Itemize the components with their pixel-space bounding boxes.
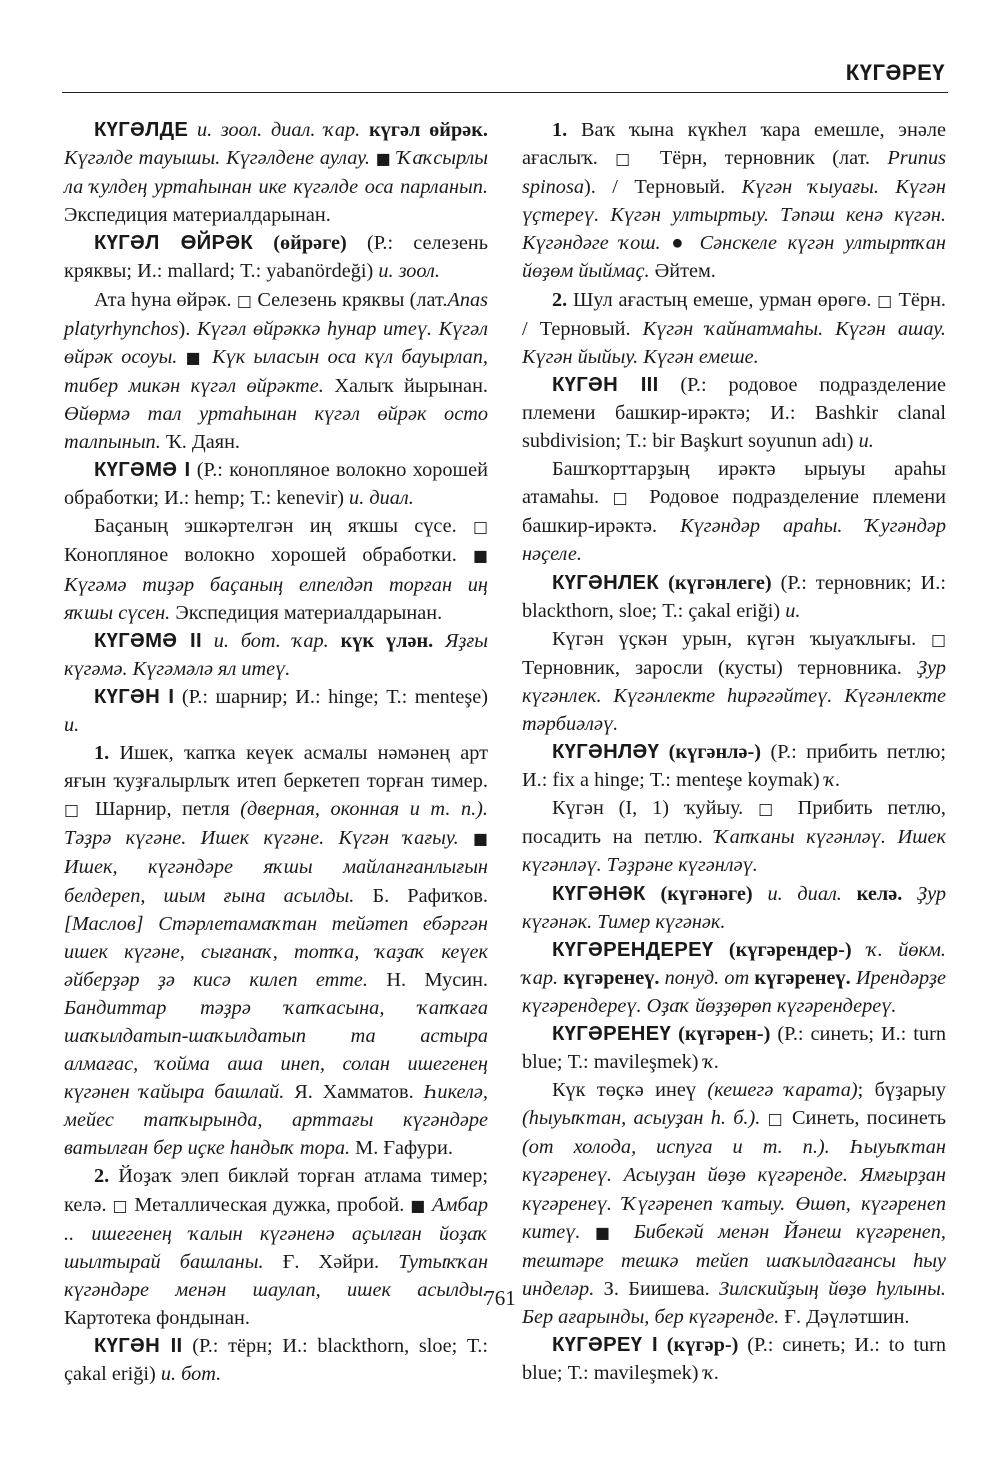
definition: Башҡорттарҙың ирәктә ырыуы араһы атамаһы. — [522, 458, 946, 509]
grammar-label: ҡ. йөкм. ҡар. — [522, 938, 946, 989]
source: Ғ. Хәйри. — [282, 1250, 380, 1273]
white-square-icon: □ — [877, 290, 893, 310]
examples: Ирендәрҙе күгәрендереү. Оҙаҡ йөҙҙөрөп күгәрендереү. — [522, 966, 946, 1017]
form: (өйрәге) — [273, 232, 347, 255]
headword: КҮГӘМӘ I — [94, 459, 191, 482]
white-square-icon: □ — [612, 488, 636, 508]
cross-ref: күгәренеү. — [563, 966, 660, 989]
quote: Күк ыласын оса күл бауырлап, тибер микән күгәл өйрәкте. — [64, 345, 488, 397]
proverb: Сәнскеле күгән ултыртҡан йөҙөм йыймаҫ. — [522, 232, 946, 283]
cross-ref: күк үлән. — [340, 629, 434, 652]
grammar-label: и. зоол. — [378, 260, 440, 283]
quote: Ҡаҡсырлы ла ҡулдең уртаһынан ике күгәлде оса парланып. — [64, 147, 488, 199]
quote: Тутыҡҡан күгәндәре менән шаулап, ишек асылды. — [64, 1250, 489, 1301]
definition: Шул ағастың емеше, урман өрөгө. — [572, 288, 872, 311]
examples: Ҡапҡаны күгәнләү. Ишек күгәнләү. Тәҙрәне күгәнләү. — [522, 826, 946, 877]
grammar-label: ҡ. — [824, 769, 841, 792]
quote: Өйөрмә тал уртаһынан күгәл өйрәк осто талпынып. — [64, 402, 488, 454]
source: М. Ғафури. — [355, 1137, 453, 1160]
quote: Бибекәй менән Йәнеш күгәренеп, тештәре тешкә тейеп шаҡылдағансы һыу инделәр. — [522, 1220, 946, 1300]
definition: Күгән (I, 1) ҡуйыу. — [552, 797, 744, 820]
headword: КҮГӘРЕҮ I — [552, 1334, 658, 1357]
sense-number: 1. — [552, 119, 568, 141]
entry-kugenlek — [522, 569, 946, 625]
translations: (Р.: шарнир; И.: hinge; Т.: menteşe) — [181, 685, 488, 708]
entry-kugelde — [64, 116, 488, 229]
source: Экспедиция материалдарынан. — [175, 601, 443, 624]
source: Халыҡ йырынан. — [334, 374, 488, 397]
white-square-icon: □ — [112, 1195, 129, 1215]
left-column — [64, 116, 488, 1388]
translations: (Р.: терновник; И.: blackthorn, sloe; Т.: çakal eriği) — [522, 571, 947, 622]
filled-square-icon: ■ — [185, 347, 204, 367]
sense — [64, 512, 488, 626]
examples: Ҙур күгәнәк. Тимер күгәнәк. — [522, 882, 946, 933]
grammar-label: и. зоол. диал. ҡар. — [196, 119, 361, 141]
grammar-label: и. — [858, 430, 874, 453]
form: (күгәрен-) — [678, 1023, 771, 1045]
translations: (Р.: синеть; И.: to turn blue; Т.: mavileşmek) — [522, 1334, 947, 1385]
russian-def: Конопляное волокно хорошей обработки. — [64, 544, 457, 567]
examples: Ҙур күгәнлек. Күгәнлекте һирәгәйтеү. Күгәнлекте тәрбиәләү. — [522, 656, 946, 735]
definition: Күк төҫкә инеү — [552, 1079, 696, 1102]
sense — [64, 286, 488, 457]
quote: Амбар .. ишегенең ҡалын күгәненә аҫылған йоҙаҡ шылтырай башланы. — [64, 1193, 488, 1273]
cross-ref: күгәл өйрәк. — [368, 119, 488, 141]
grammar-label: и. — [64, 713, 80, 736]
white-square-icon: □ — [758, 799, 783, 819]
headword: КҮГӘМӘ II — [94, 629, 202, 652]
cross-ref: күгәренеү. — [754, 966, 851, 989]
russian-def: Тёрн, терновник (лат. — [659, 147, 870, 170]
examples: Күгәндәр араһы. Ҡугәндәр нәҫеле. — [522, 515, 946, 566]
bullet-icon: ● — [671, 232, 690, 255]
sense — [522, 455, 946, 568]
russian-def: Селезень кряквы (лат. — [257, 288, 448, 311]
sense-1 — [64, 739, 488, 1162]
sense-number: 2. — [552, 288, 568, 311]
form: (күгәнлеге) — [668, 571, 772, 594]
examples: Һыуыҡтан күгәренеү. Асыуҙан йөҙө күгәренде. Ямғырҙан күгәренеү. Ҡүгәренеп ҡатыу. Өшөп, күгәренеп китеү. — [522, 1136, 946, 1243]
filled-square-icon: ■ — [594, 1222, 620, 1242]
grammar-label: и. диал. — [349, 487, 414, 510]
entry-kugenek — [522, 880, 946, 936]
source: Ҡ. Даян. — [165, 431, 241, 454]
sense — [522, 625, 946, 738]
headword: КҮГӘЛДЕ — [94, 119, 189, 141]
definition: Ваҡ ҡына күкһел ҡара емешле, энәле ағаслыҡ. — [522, 119, 946, 170]
quote: Күгәмә тиҙәр баҫаның елпелдәп торған иң яҡшы сүсен. — [64, 573, 488, 624]
source: Экспедиция материалдарынан. — [64, 204, 331, 227]
sense — [522, 794, 946, 879]
entry-kugeme-1 — [64, 456, 488, 512]
entry-kugerey-1 — [522, 1331, 946, 1387]
filled-square-icon: ■ — [410, 1195, 427, 1215]
entry-kugen-2 — [64, 1332, 488, 1388]
entry-kugen-1 — [64, 683, 488, 739]
white-square-icon: □ — [473, 517, 488, 537]
white-square-icon: □ — [615, 149, 643, 169]
headword: КҮГӘРЕНЕҮ — [552, 1023, 672, 1045]
sense-number: 1. — [94, 742, 110, 765]
filled-square-icon: ■ — [473, 546, 488, 566]
source: Я. Хамматов. — [294, 1081, 414, 1104]
source: Ғ. Дәүләтшин. — [784, 1305, 910, 1328]
headword: КҮГӘЛ ӨЙРӘК — [94, 232, 254, 255]
page-number: 761 — [484, 1286, 516, 1310]
russian-note: (дверная, оконная и т. п.). — [240, 798, 488, 821]
form: (күгәнлә-) — [668, 741, 762, 764]
russian-def: Металлическая дужка, пробой. — [134, 1193, 405, 1216]
headword: КҮГӘНӘК — [552, 882, 646, 905]
source: З. Биишева. — [603, 1277, 710, 1300]
punct: ). — [178, 317, 191, 340]
form: (күгәнәге) — [660, 882, 753, 905]
filled-square-icon: ■ — [473, 829, 488, 849]
grammar-label: ҡ. — [703, 1051, 720, 1074]
translations: (Р.: тёрн; И.: blackthorn, sloe; Т.: çakal eriği) — [64, 1335, 488, 1386]
latin-name: Anas platyrhynchos — [64, 288, 488, 340]
headword: КҮГӘН III — [552, 373, 659, 396]
sense-1 — [522, 116, 946, 286]
examples: Тәҙрә күгәне. Ишек күгәне. Күгән ҡағыу. — [64, 827, 459, 850]
headword: КҮГӘН II — [94, 1335, 183, 1358]
running-head: КҮГӘРЕҮ — [845, 60, 945, 85]
headword: КҮГӘРЕНДЕРЕҮ — [552, 938, 714, 961]
source: Әйтем. — [654, 260, 716, 283]
definition: Баҫаның эшкәртелгән иң яҡшы сүсе. — [94, 515, 457, 538]
russian-def: ). / Терновый. — [583, 176, 726, 199]
white-square-icon: □ — [64, 800, 85, 820]
translations: (Р.: селезень кряквы; И.: mallard; Т.: yabanördeği) — [64, 232, 489, 283]
russian-note: (от холода, испуга и т. п.). — [522, 1136, 830, 1159]
right-column — [522, 116, 946, 1387]
russian-def: Прибить петлю, посадить на петлю. — [522, 797, 946, 849]
quote: Ишек, күгәндәре яҡшы майланғанлығын белдереп, шым ғына асылды. — [64, 856, 488, 907]
entry-kugerenderey — [522, 936, 946, 1020]
russian-def: Синеть, посинеть — [792, 1107, 946, 1130]
quote: [Маслов] Стәрлетамаҡтан тейәтеп ебәргән ишек күгәне, сығанаҡ, тотҡа, ҡаҙаҡ кеүек әйберҙәр ҙә кисә килеп етте. — [64, 912, 488, 991]
sense-number: 2. — [94, 1165, 110, 1188]
headword: КҮГӘНЛЕК — [552, 571, 660, 594]
header-rule — [62, 92, 948, 93]
source: Картотека фондынан. — [64, 1306, 250, 1329]
definition-note: (һыуыҡтан, асыуҙан һ. б.). — [522, 1107, 761, 1130]
filled-square-icon: ■ — [375, 149, 392, 169]
grammar-label: и. диал. — [767, 882, 842, 905]
grammar-label: и. — [785, 599, 801, 622]
sense-2 — [522, 286, 946, 371]
entry-kugenleu — [522, 738, 946, 794]
quote: Һикелә, мейес тапҡырында, арттағы күгәндәре ватылған бер иҫке һандыҡ тора. — [64, 1081, 488, 1160]
entry-kugel-oirek — [64, 229, 488, 285]
headword: КҮГӘНЛӘҮ — [552, 741, 660, 764]
entry-kugeme-2 — [64, 627, 488, 683]
russian-def: Тёрн. / Терновый. — [522, 288, 947, 340]
grammar-label: и. бот. ҡар. — [213, 629, 329, 652]
white-square-icon: □ — [767, 1109, 785, 1129]
examples: Күгән ҡайнатмаһы. Күгән ашау. Күгән йыйыу. Күгән емеше. — [522, 317, 946, 368]
form: (күгәрендер-) — [728, 938, 852, 961]
grammar-label: понуд. от — [664, 966, 750, 989]
quote: Зилскийҙың йөҙө һулыны. Бер ағарынды, бер күгәренде. — [522, 1277, 946, 1328]
definition: Йоҙаҡ элеп бикләй торған атлама тимер; келә. — [64, 1165, 488, 1216]
grammar-label: и. бот. — [160, 1363, 222, 1386]
definition-note: (кешегә ҡарата) — [707, 1079, 858, 1102]
examples: Күгәлде тауышы. Күгәлдене аулау. — [64, 147, 370, 170]
cross-ref: келә. — [856, 882, 903, 905]
translations: (Р.: синеть; И.: turn blue; Т.: mavileşmek) — [522, 1023, 946, 1074]
definition: Күгән үҫкән урын, күгән ҡыуаҡлығы. — [552, 627, 917, 650]
translations: (Р.: родовое подразделение племени башкир-ирәктә; И.: Bashkir clanal subdivision; Т.: bir Başkurt soyunun adı) — [522, 373, 946, 453]
russian-def: Шарнир, петля — [95, 798, 230, 821]
russian-def: Терновник, заросли (кусты) терновника. — [522, 656, 902, 679]
russian-def: Родовое подразделение племени башкир-ирәктә. — [522, 486, 946, 538]
examples: Күгән ҡыуағы. Күгән үҫтереү. Күгән ултыртыу. Тәпәш кенә күгән. Күгәндәге ҡош. — [522, 176, 946, 255]
translations: (Р.: прибить петлю; И.: fix a hinge; Т.: menteşe koymak) — [522, 741, 946, 792]
grammar-label: ҡ. — [703, 1362, 720, 1385]
definition: Ишек, ҡапҡа кеүек асмалы нәмәнең арт яғын ҡуҙғалырлыҡ итеп беркетеп торған тимер. — [64, 742, 488, 793]
source: Б. Рафиҡов. — [372, 884, 488, 907]
quote: Бандиттар тәҙрә ҡапҡасына, ҡапҡаға шаҡылдатып-шаҡылдатып та астыра алмағас, ҡойма аша инеп, солан ишегенең күгәнен ҡайыра башлай. — [64, 996, 488, 1104]
translations: (Р.: конопляное волокно хорошей обработки; И.: hemp; Т.: kenevir) — [64, 459, 489, 510]
entry-kugereney — [522, 1020, 946, 1076]
definition: Ата һуна өйрәк. — [94, 288, 232, 311]
examples: Күгәл өйрәккә һунар итеү. Күгәл өйрәк осоуы. — [64, 317, 488, 368]
form: (күгәр-) — [666, 1334, 739, 1357]
white-square-icon: □ — [236, 290, 253, 310]
latin-name: Prunus spinosa — [522, 147, 946, 199]
examples: Яҙғы күгәмә. Күгәмәлә ял итеү. — [64, 629, 488, 680]
entry-kugen-3 — [522, 371, 946, 455]
headword: КҮГӘН I — [94, 685, 175, 708]
white-square-icon: □ — [931, 629, 946, 649]
definition: ; бүҙарыу — [857, 1079, 946, 1102]
source: Н. Мусин. — [386, 968, 488, 991]
